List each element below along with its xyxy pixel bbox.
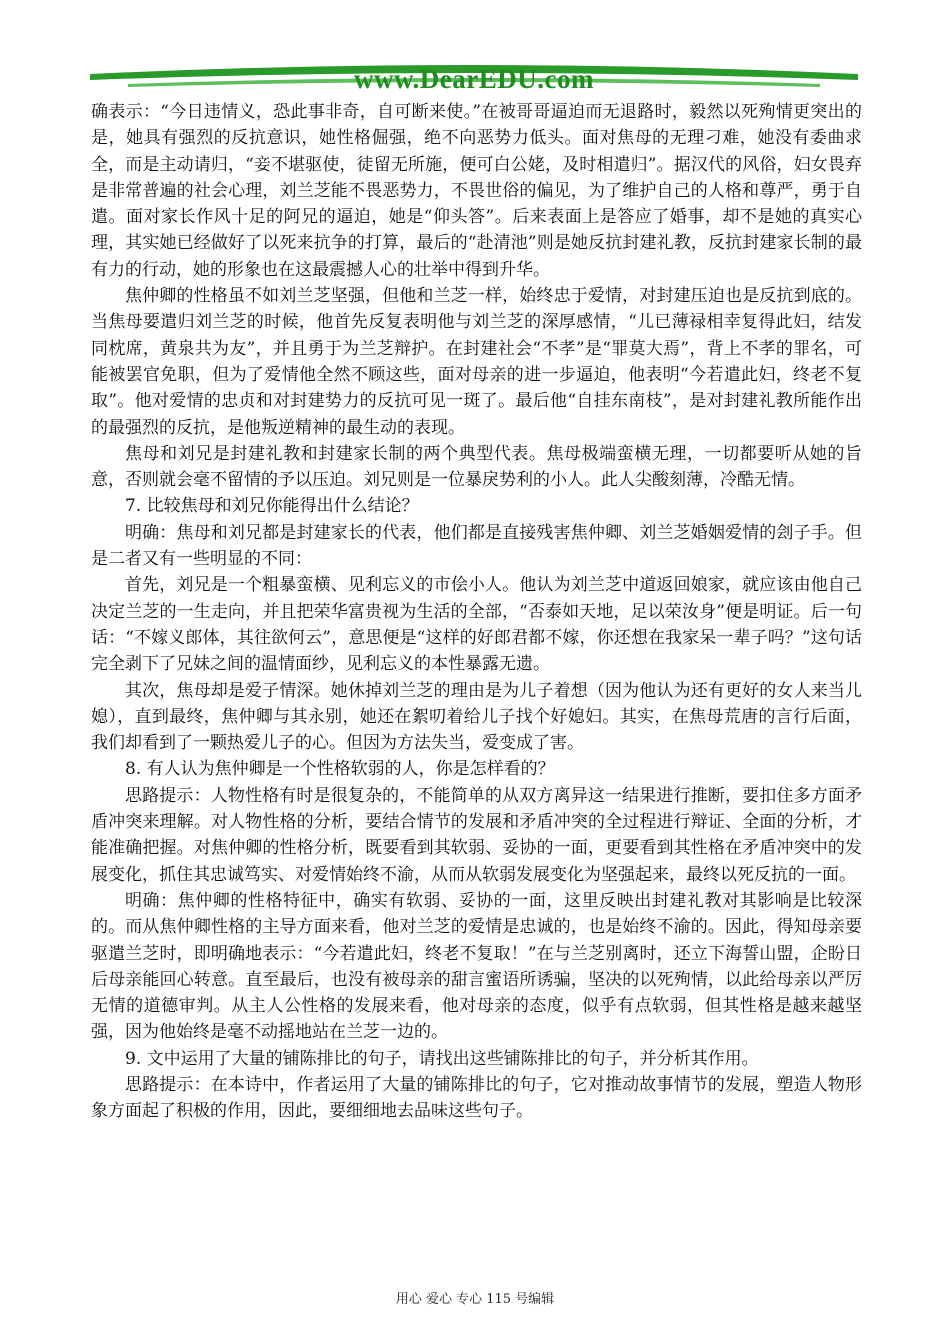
paragraph: 明确：焦仲卿的性格特征中，确实有软弱、妥协的一面，这里反映出封建礼教对其影响是比较深的。而从焦仲卿性格的主导方面来看，他对兰芝的爱情是忠诚的，也是始终不渝的。因此，得知母亲要驱遣兰芝时，即明确地表示：“今若遣此妇，终老不复取！”在与兰芝别离时，还立下海誓山盟，企盼日后母亲能回心转意。直至最后，也没有被母亲的甜言蜜语所诱骗，坚决的以死殉情，以此给母亲以严厉无情的道德审判。从主人公性格的发展来看，他对母亲的态度，似乎有点软弱，但其性格是越来越坚强，因为他始终是毫不动摇地站在兰芝一边的。 [91, 890, 862, 1043]
paragraph: 思路提示：人物性格有时是很复杂的，不能简单的从双方离异这一结果进行推断，要扣住多方面矛盾冲突来理解。对人物性格的分析，要结合情节的发展和矛盾冲突的全过程进行辩证、全面的分析，才能准确把握。对焦仲卿的性格分析，既要看到其软弱、妥协的一面，更要看到其性格在矛盾冲突中的发展变化，抓住其忠诚笃实、对爱情始终不渝，从而从软弱发展变化为坚强起来，最终以死反抗的一面。 [91, 785, 862, 885]
paragraph: 焦母和刘兄是封建礼教和封建家长制的两个典型代表。焦母极端蛮横无理，一切都要听从她的旨意，否则就会毫不留情的予以压迫。刘兄则是一位暴戾势利的小人。此人尖酸刻薄，冷酷无情。 [91, 443, 862, 491]
question-7: 7. 比较焦母和刘兄你能得出什么结论？ [125, 496, 419, 517]
question-9: 9. 文中运用了大量的铺陈排比的句子，请找出这些铺陈排比的句子，并分析其作用。 [125, 1048, 759, 1069]
paragraph: 首先，刘兄是一个粗暴蛮横、见利忘义的市侩小人。他认为刘兰芝中道返回娘家，就应该由他自己决定兰芝的一生走向，并且把荣华富贵视为生活的全部，“否泰如天地，足以荣汝身”便是明证。后一句话：“不嫁义郎体，其往欲何云”，意思便是“这样的好郎君都不嫁，你还想在我家呆一辈子吗？”这句话完全剥下了兄妹之间的温情面纱，见利忘义的本性暴露无遗。 [91, 575, 862, 675]
paragraph: 明确：焦母和刘兄都是封建家长的代表，他们都是直接残害焦仲卿、刘兰芝婚姻爱情的刽子手。但是二者又有一些明显的不同： [91, 522, 862, 570]
page-footer: 用心 爱心 专心 115 号编辑 [395, 1292, 555, 1307]
paragraph: 焦仲卿的性格虽不如刘兰芝坚强，但他和兰芝一样，始终忠于爱情，对封建压迫也是反抗到底的。当焦母要遣归刘兰芝的时候，他首先反复表明他与刘兰芝的深厚感情，“儿已薄禄相幸复得此妇，结发同枕席，黄泉共为友”，并且勇于为兰芝辩护。在封建社会“不孝”是“罪莫大焉”，背上不孝的罪名，可能被罢官免职，但为了爱情他全然不顾这些，面对母亲的进一步逼迫，他表明“今若遣此妇，终老不复取”。他对爱情的忠贞和对封建势力的反抗可见一斑了。最后他“自挂东南枝”，是对封建礼教所能作出的最强烈的反抗，是他叛逆精神的最生动的表现。 [91, 286, 862, 438]
paragraph: 思路提示：在本诗中，作者运用了大量的铺陈排比的句子，它对推动故事情节的发展，塑造人物形象方面起了积极的作用，因此，要细细地去品味这些句子。 [91, 1074, 862, 1122]
paragraph: 其次，焦母却是爱子情深。她休掉刘兰芝的理由是为儿子着想（因为他认为还有更好的女人来当儿媳），直到最终，焦仲卿与其永别，她还在絮叨着给儿子找个好媳妇。其实，在焦母荒唐的言行后面，我们却看到了一颗热爱儿子的心。但因为方法失当，爱变成了害。 [91, 680, 862, 754]
site-logo-text: www.DearEDU.com [354, 64, 594, 94]
paragraph: 确表示：“今日违情义，恐此事非奇，自可断来使。”在被哥哥逼迫而无退路时，毅然以死殉情更突出的是，她具有强烈的反抗意识，她性格倔强，绝不向恶势力低头。面对焦母的无理刁难，她没有委曲求全，而是主动请归，“妾不堪驱使，徒留无所施，便可白公姥，及时相遣归”。据汉代的风俗，妇女畏弃是非常普遍的社会心理，刘兰芝能不畏恶势力，不畏世俗的偏见，为了维护自己的人格和尊严，勇于自遣。面对家长作风十足的阿兄的逼迫，她是“仰头答”。后来表面上是答应了婚事，却不是她的真实心理，其实她已经做好了以死来抗争的打算，最后的“赴清池”则是她反抗封建礼教，反抗封建家长制的最有力的行动，她的形象也在这最震撼人心的壮举中得到升华。 [91, 102, 862, 280]
document-body [91, 99, 862, 1125]
question-8: 8. 有人认为焦仲卿是一个性格软弱的人，你是怎样看的？ [125, 759, 555, 780]
site-header [88, 58, 860, 100]
